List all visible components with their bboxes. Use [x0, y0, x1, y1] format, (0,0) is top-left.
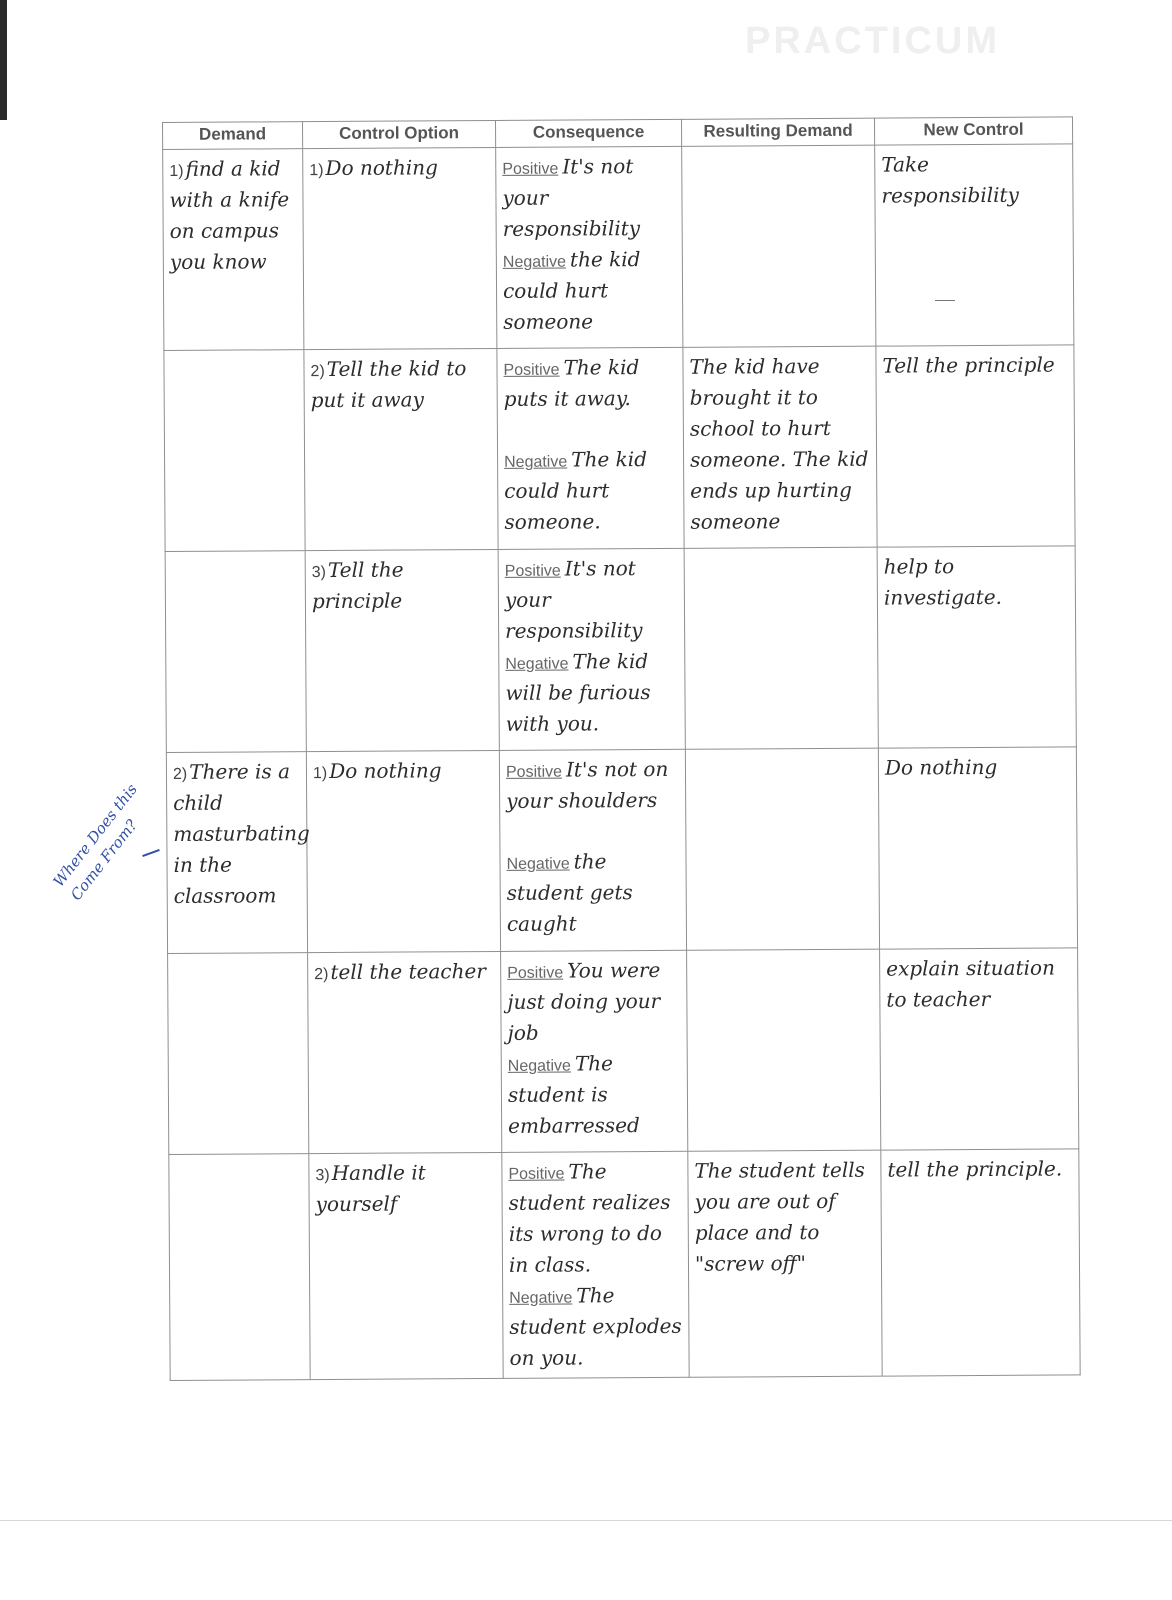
col-header-demand: Demand [163, 122, 303, 150]
demand-text: There is a child masturbating in the classroom [173, 759, 310, 908]
demand-cell [166, 752, 310, 954]
resulting-demand-cell [683, 346, 877, 548]
table-row [165, 546, 1076, 753]
consequence-cell [499, 749, 686, 951]
option-text: Do nothing [325, 155, 438, 181]
control-option-cell [309, 1152, 503, 1379]
negative-text: The student is embarressed [507, 1051, 640, 1138]
option-number: 1) [309, 162, 324, 180]
negative-consequence [504, 444, 678, 538]
scan-bottom-edge [0, 1520, 1172, 1521]
demand-cell [164, 350, 305, 552]
table-row [166, 747, 1077, 954]
negative-consequence [508, 1048, 682, 1142]
positive-label: Positive [508, 1165, 565, 1183]
negative-label: Negative [502, 253, 567, 271]
new-control-text: Do nothing [884, 754, 998, 780]
col-header-resulting-demand: Resulting Demand [681, 118, 874, 146]
positive-text: The kid puts it away. [503, 355, 640, 411]
negative-text: The kid could hurt someone. [504, 447, 648, 534]
demand-control-worksheet [162, 116, 1081, 1381]
positive-text: It's not your responsibility [504, 556, 643, 643]
positive-consequence [506, 754, 680, 847]
new-control-text: Tell the principle [882, 352, 1055, 378]
table-row [169, 1149, 1080, 1381]
positive-label: Positive [503, 361, 560, 379]
control-option-cell [304, 348, 498, 550]
resulting-demand-cell [684, 547, 878, 749]
demand-cell [168, 953, 309, 1155]
positive-label: Positive [504, 562, 561, 580]
option-text: Handle it yourself [315, 1160, 426, 1217]
resulting-demand-cell [687, 949, 881, 1151]
negative-label: Negative [509, 1289, 573, 1307]
col-header-control-option: Control Option [303, 120, 496, 148]
demand-cell [165, 551, 306, 753]
consequence-cell [501, 950, 688, 1152]
positive-text: It's not on your shoulders [506, 756, 669, 813]
resulting-demand-text: The kid have brought it to school to hurt someone. The kid ends up hurting someone [689, 353, 869, 534]
scan-edge [0, 0, 7, 120]
negative-text: The kid will be furious with you. [505, 649, 651, 736]
demand-number: 1) [169, 162, 184, 180]
new-control-text: Take responsibility [881, 152, 1019, 208]
positive-label: Positive [505, 763, 563, 781]
col-header-consequence: Consequence [495, 119, 681, 147]
control-option-cell [308, 951, 502, 1153]
new-control-text: help to investigate. [883, 554, 1003, 610]
resulting-demand-cell [682, 145, 876, 347]
consequence-cell [497, 347, 684, 549]
new-control-cell [880, 948, 1079, 1150]
demand-cell [163, 149, 304, 351]
negative-consequence [503, 244, 677, 338]
margin-note-dash [142, 849, 160, 857]
option-text: Tell the kid to put it away [310, 356, 467, 413]
new-control-cell [877, 546, 1076, 748]
resulting-demand-text: The student tells you are out of place and to "screw off" [694, 1157, 865, 1276]
option-number: 3) [315, 1166, 330, 1185]
positive-consequence [507, 955, 681, 1049]
option-number: 3) [311, 564, 327, 582]
negative-consequence [505, 646, 679, 740]
new-control-cell [881, 1149, 1080, 1376]
positive-consequence [505, 553, 679, 647]
negative-label: Negative [504, 453, 568, 471]
demand-cell [169, 1154, 310, 1381]
option-number: 2) [314, 965, 329, 984]
control-option-cell [303, 147, 497, 349]
negative-text: The student explodes on you. [509, 1283, 682, 1370]
positive-label: Positive [507, 964, 564, 982]
table-row [168, 948, 1079, 1155]
col-header-new-control: New Control [874, 117, 1072, 145]
negative-consequence [509, 1280, 683, 1374]
negative-label: Negative [506, 855, 570, 873]
faint-header-stamp: PRACTICUM [745, 20, 1000, 62]
demand-text: find a kid with a knife on campus you know [169, 156, 290, 274]
positive-label: Positive [502, 160, 559, 178]
positive-text: It's not your responsibility [502, 154, 641, 241]
margin-annotation: Where Does this Come From? [49, 780, 141, 904]
option-text: tell the teacher [330, 959, 486, 984]
positive-consequence [503, 352, 677, 445]
positive-text: You were just doing your job [507, 957, 661, 1045]
consequence-cell [498, 548, 685, 750]
negative-label: Negative [507, 1057, 571, 1075]
option-text: Do nothing [329, 758, 442, 783]
resulting-demand-cell [688, 1150, 882, 1377]
control-option-cell [306, 750, 500, 952]
option-number: 1) [312, 765, 328, 783]
demand-number: 2) [172, 765, 188, 783]
new-control-text: tell the principle. [887, 1156, 1063, 1182]
resulting-demand-cell [685, 748, 879, 950]
positive-consequence [508, 1156, 682, 1281]
consequence-cell [502, 1151, 689, 1378]
negative-text: the kid could hurt someone [502, 247, 641, 334]
positive-text: The student realizes its wrong to do in class. [508, 1159, 671, 1277]
negative-label: Negative [505, 655, 569, 673]
new-control-text: explain situation to teacher [886, 955, 1055, 1012]
consequence-cell [496, 146, 683, 348]
positive-consequence [502, 151, 676, 245]
table-row [164, 345, 1075, 552]
negative-text: the student gets caught [506, 849, 633, 936]
table-row [163, 144, 1074, 351]
option-number: 2) [310, 363, 325, 381]
control-option-cell [305, 549, 499, 751]
new-control-cell [875, 144, 1074, 346]
option-text: Tell the principle [311, 557, 404, 614]
negative-consequence [506, 846, 680, 940]
new-control-cell [876, 345, 1075, 547]
new-control-cell [878, 747, 1077, 949]
